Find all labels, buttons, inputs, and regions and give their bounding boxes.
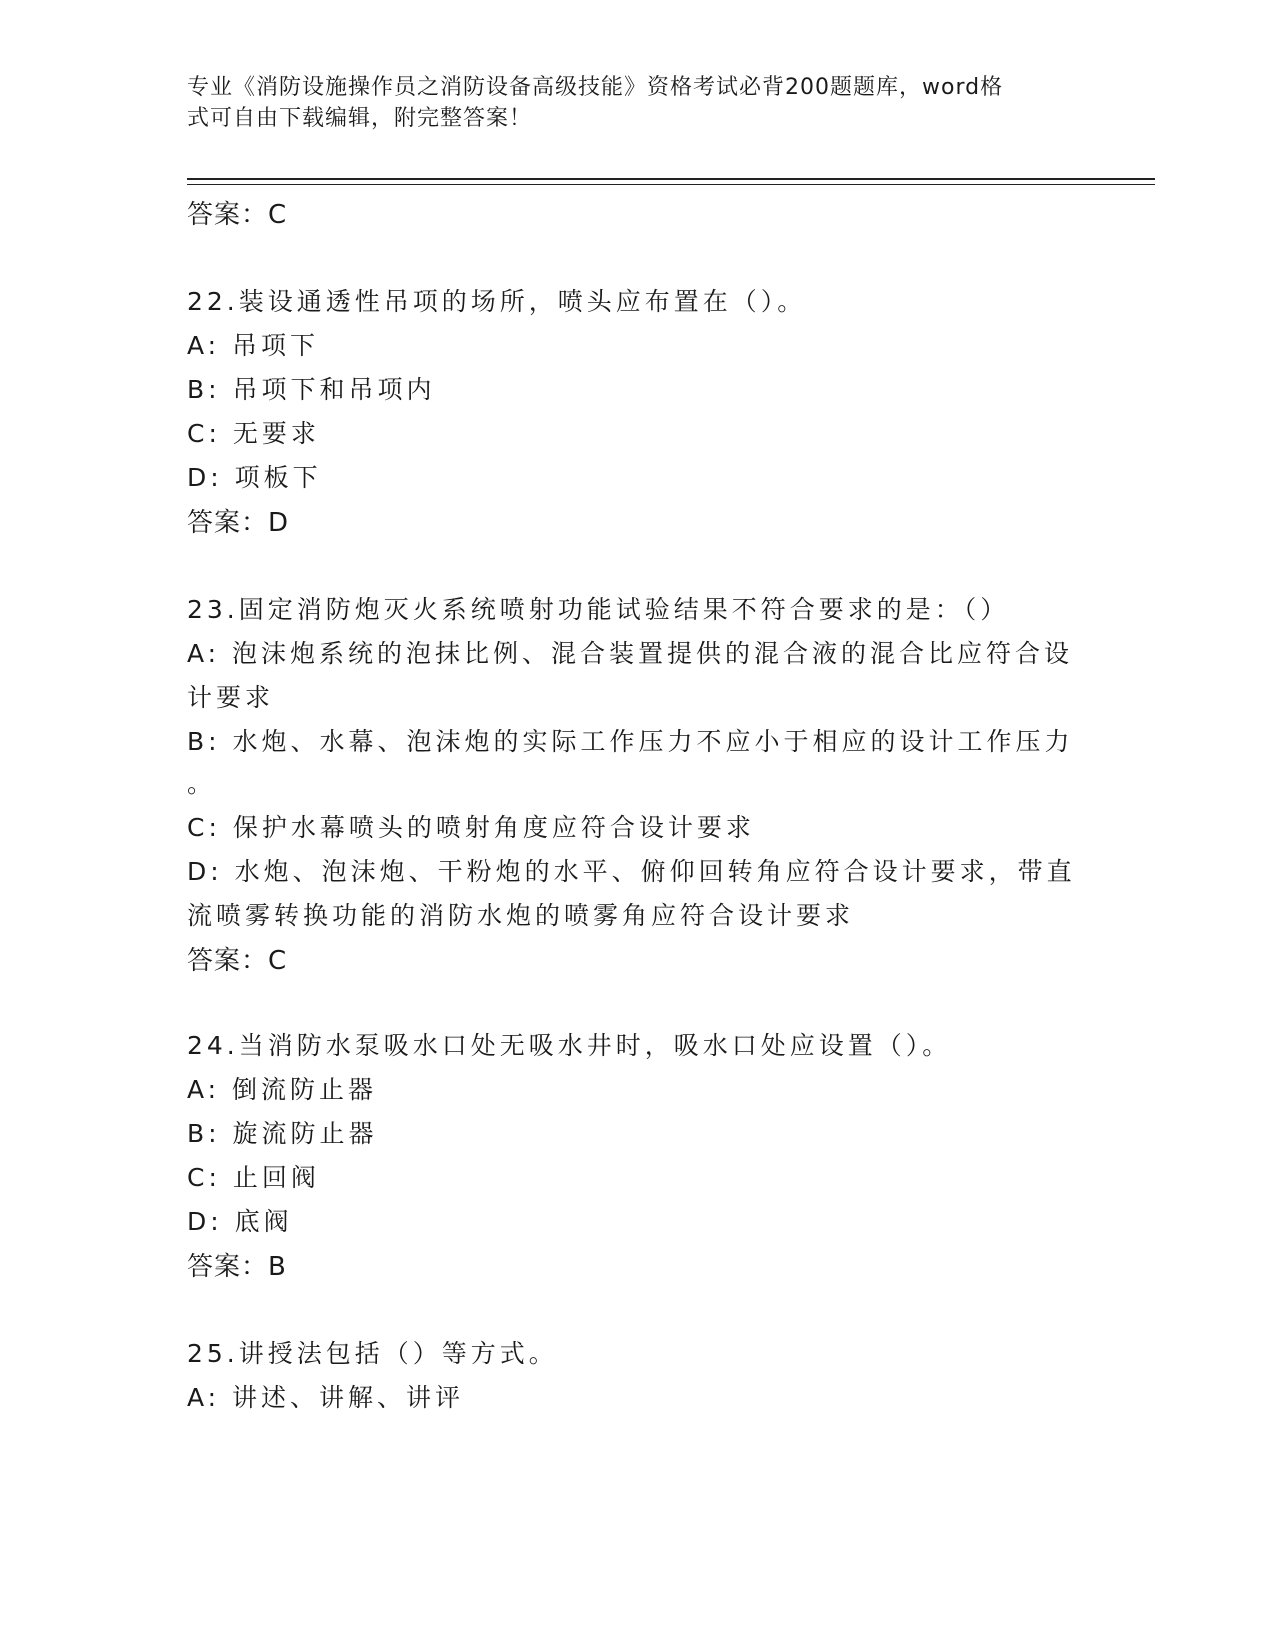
q22-stem: 22.装设通透性吊项的场所，喷头应布置在（）。: [187, 287, 807, 316]
document-header: [187, 72, 1067, 134]
header-rule-thick: [187, 178, 1155, 180]
q24-answer: 答案：B: [187, 1252, 287, 1282]
header-line-1: 专业《消防设施操作员之消防设备高级技能》资格考试必背200题题库，word格: [187, 75, 1004, 100]
q23-option-b: B: 水炮、水幕、泡沫炮的实际工作压力不应小于相应的设计工作压力: [187, 727, 1074, 756]
header-rule-thin: [187, 184, 1155, 185]
q25-stem: 25.讲授法包括（）等方式。: [187, 1339, 558, 1368]
q23-option-d: D: 水炮、泡沫炮、干粉炮的水平、俯仰回转角应符合设计要求，带直: [187, 857, 1076, 886]
q24-option-a: A: 倒流防止器: [187, 1075, 378, 1104]
q24-option-b: B: 旋流防止器: [187, 1119, 378, 1148]
q23-stem: 23.固定消防炮灭火系统喷射功能试验结果不符合要求的是：（）: [187, 595, 1010, 624]
q22-option-c: C: 无要求: [187, 419, 320, 448]
q25-option-a: A: 讲述、讲解、讲评: [187, 1383, 465, 1412]
header-line-2: 式可自由下载编辑，附完整答案！: [187, 106, 533, 131]
q22-answer: 答案：D: [187, 508, 290, 538]
q24-stem: 24.当消防水泵吸水口处无吸水井时，吸水口处应设置（）。: [187, 1031, 952, 1060]
q22-option-a: A: 吊项下: [187, 331, 320, 360]
q23-option-c: C: 保护水幕喷头的喷射角度应符合设计要求: [187, 813, 755, 842]
q23-option-a: A: 泡沫炮系统的泡抹比例、混合装置提供的混合液的混合比应符合设: [187, 639, 1074, 668]
q24-option-d: D: 底阀: [187, 1207, 293, 1236]
q22-option-b: B: 吊项下和吊项内: [187, 375, 436, 404]
q24-option-c: C: 止回阀: [187, 1163, 320, 1192]
q23-option-d-cont: 流喷雾转换功能的消防水炮的喷雾角应符合设计要求: [187, 901, 855, 930]
q23-option-a-cont: 计要求: [187, 683, 275, 712]
q23-answer: 答案：C: [187, 946, 288, 976]
previous-answer: 答案：C: [187, 200, 288, 230]
q22-option-d: D: 项板下: [187, 463, 322, 492]
q23-option-b-cont: 。: [187, 769, 217, 798]
